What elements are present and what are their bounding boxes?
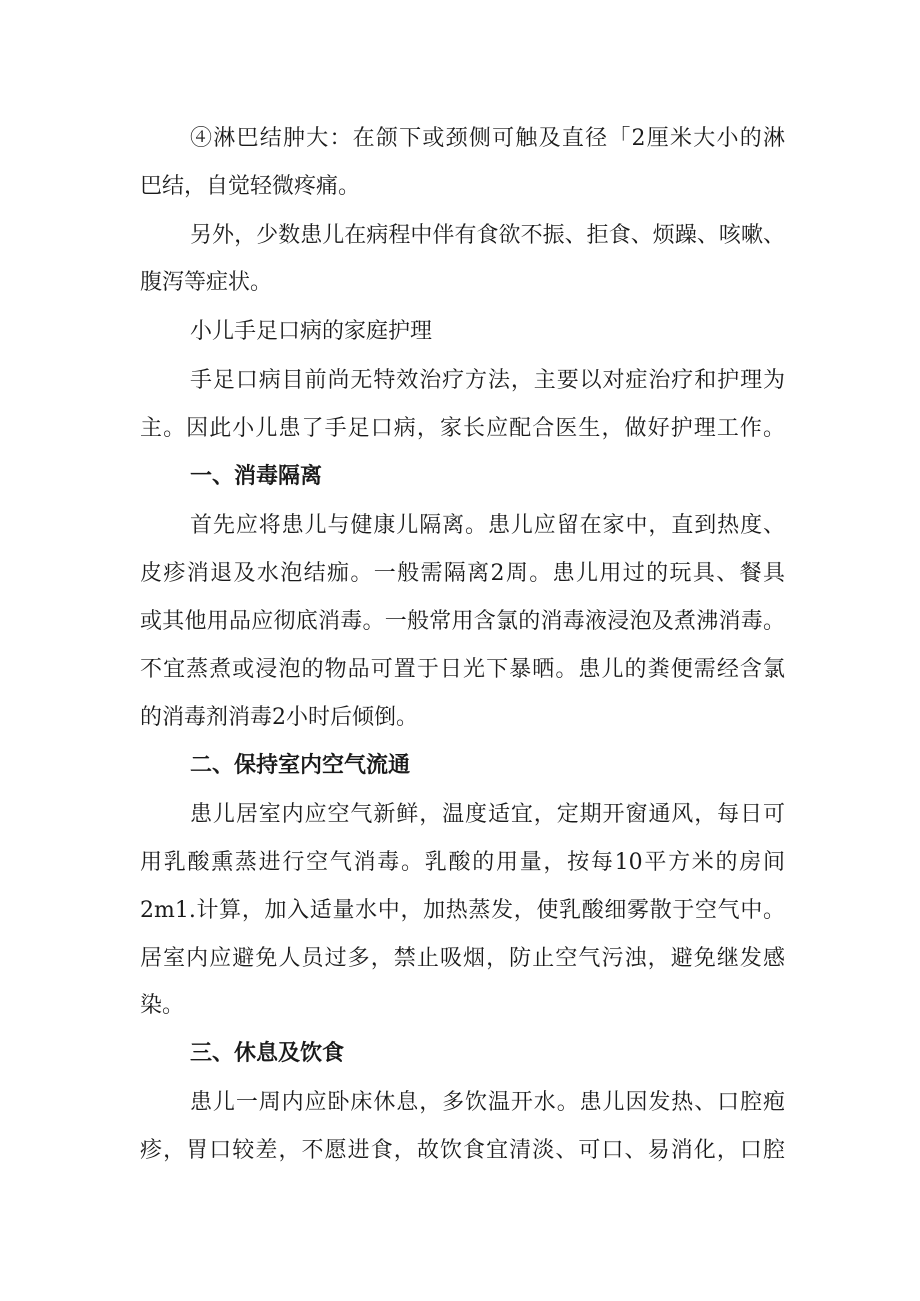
paragraph-line: 主。因此小儿患了手足口病，家长应配合医生，做好护理工作。 bbox=[140, 416, 785, 441]
paragraph-line: 不宜蒸煮或浸泡的物品可置于日光下暴晒。患儿的粪便需经含氯 bbox=[140, 657, 785, 682]
paragraph-line: 的消毒剂消毒2小时后倾倒。 bbox=[140, 705, 418, 730]
paragraph-line: 皮疹消退及水泡结痂。一般需隔离2周。患儿用过的玩具、餐具 bbox=[140, 561, 785, 586]
section-title: 小儿手足口病的家庭护理 bbox=[190, 319, 433, 344]
paragraph-line: 巴结，自觉轻微疼痛。 bbox=[140, 174, 361, 199]
paragraph-line: 2m1.计算，加入适量水中，加热蒸发，使乳酸细雾散于空气中。 bbox=[140, 898, 785, 923]
paragraph-line: ④淋巴结肿大：在颌下或颈侧可触及直径「2厘米大小的淋 bbox=[190, 126, 785, 151]
section-heading: 二、保持室内空气流通 bbox=[190, 753, 411, 778]
paragraph-line: 染。 bbox=[140, 993, 185, 1018]
paragraph-line: 或其他用品应彻底消毒。一般常用含氯的消毒液浸泡及煮沸消毒。 bbox=[140, 609, 785, 634]
paragraph-line: 患儿一周内应卧床休息，多饮温开水。患儿因发热、口腔疱 bbox=[190, 1090, 785, 1115]
paragraph-line: 首先应将患儿与健康儿隔离。患儿应留在家中，直到热度、 bbox=[190, 513, 785, 538]
section-heading: 一、消毒隔离 bbox=[190, 464, 323, 489]
paragraph-line: 手足口病目前尚无特效治疗方法，主要以对症治疗和护理为 bbox=[190, 368, 785, 393]
paragraph-line: 疹，胃口较差，不愿进食，故饮食宜清淡、可口、易消化，口腔 bbox=[140, 1138, 785, 1163]
paragraph-line: 另外，少数患儿在病程中伴有食欲不振、拒食、烦躁、咳嗽、 bbox=[190, 223, 785, 248]
paragraph-line: 患儿居室内应空气新鲜，温度适宜，定期开窗通风，每日可 bbox=[190, 802, 785, 827]
paragraph-line: 腹泻等症状。 bbox=[140, 270, 273, 295]
paragraph-line: 用乳酸熏蒸进行空气消毒。乳酸的用量，按每10平方米的房间 bbox=[140, 850, 785, 875]
paragraph-line: 居室内应避免人员过多，禁止吸烟，防止空气污浊，避免继发感 bbox=[140, 946, 785, 971]
section-heading: 三、休息及饮食 bbox=[190, 1041, 345, 1066]
